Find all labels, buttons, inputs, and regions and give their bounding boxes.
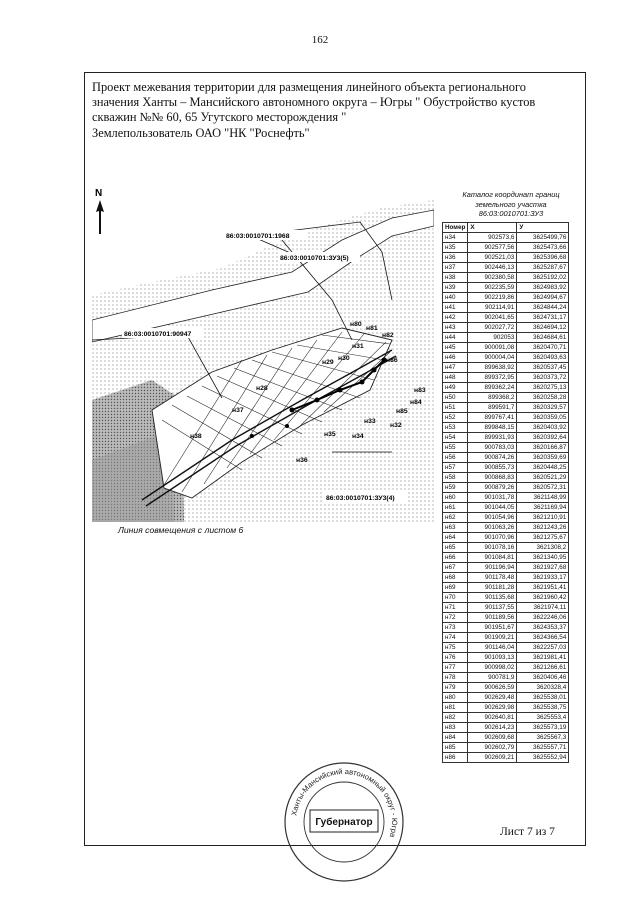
table-row [443, 403, 569, 413]
table-cell-x: 901196,94 [468, 563, 517, 573]
table-cell-y: 3624983,92 [517, 283, 569, 293]
table-cell-num: н85 [443, 743, 468, 753]
table-row [443, 683, 569, 693]
table-cell-x: 899591,7 [468, 403, 517, 413]
table-cell-y: 3625553,4 [517, 713, 569, 723]
table-cell-x: 902602,79 [468, 743, 517, 753]
point-label: н85 [396, 408, 408, 415]
table-row [443, 253, 569, 263]
table-cell-y: 3620406,46 [517, 673, 569, 683]
table-cell-x: 902380,58 [468, 273, 517, 283]
table-cell-num: н50 [443, 393, 468, 403]
table-cell-y: 3621927,68 [517, 563, 569, 573]
table-cell-x: 900004,04 [468, 353, 517, 363]
table-cell-x: 902027,72 [468, 323, 517, 333]
map-caption: Линия совмещения с листом 6 [118, 525, 244, 535]
land-user: Землепользователь ОАО "НК "Роснефть" [92, 125, 310, 140]
table-row [443, 493, 569, 503]
table-cell-x: 901178,48 [468, 573, 517, 583]
table-cell-y: 3625557,71 [517, 743, 569, 753]
table-cell-y: 3620328,4 [517, 683, 569, 693]
table-cell-x: 902609,68 [468, 733, 517, 743]
table-row [443, 583, 569, 593]
table-row [443, 563, 569, 573]
table-cell-x: 902053 [468, 333, 517, 343]
table-cell-num: н76 [443, 653, 468, 663]
table-cell-y: 3625192,02 [517, 273, 569, 283]
table-cell-num: н70 [443, 593, 468, 603]
table-row [443, 543, 569, 553]
table-row [443, 243, 569, 253]
table-cell-y: 3624684,61 [517, 333, 569, 343]
table-cell-num: н38 [443, 273, 468, 283]
table-cell-x: 899638,92 [468, 363, 517, 373]
table-row [443, 313, 569, 323]
table-cell-x: 900781,9 [468, 673, 517, 683]
table-cell-x: 901093,13 [468, 653, 517, 663]
table-row [443, 363, 569, 373]
point-label: н82 [382, 332, 394, 339]
table-cell-x: 899362,24 [468, 383, 517, 393]
table-cell-x: 899931,93 [468, 433, 517, 443]
table-cell-num: н57 [443, 463, 468, 473]
table-cell-num: н40 [443, 293, 468, 303]
table-cell-x: 901189,56 [468, 613, 517, 623]
table-cell-num: н41 [443, 303, 468, 313]
table-cell-y: 3620373,72 [517, 373, 569, 383]
table-cell-num: н39 [443, 283, 468, 293]
table-cell-y: 3620392,64 [517, 433, 569, 443]
parcel-label: 86:03:0010701:90947 [124, 331, 192, 338]
table-cell-y: 3625573,19 [517, 723, 569, 733]
table-cell-y: 3621340,95 [517, 553, 569, 563]
table-row [443, 643, 569, 653]
table-cell-x: 901054,96 [468, 513, 517, 523]
table-row [443, 273, 569, 283]
point-label: н86 [386, 357, 398, 364]
table-cell-y: 3621243,26 [517, 523, 569, 533]
table-cell-num: н81 [443, 703, 468, 713]
table-cell-num: н75 [443, 643, 468, 653]
table-cell-num: н80 [443, 693, 468, 703]
table-row [443, 663, 569, 673]
catalog-title-line: земельного участка [475, 199, 547, 209]
table-cell-num: н66 [443, 553, 468, 563]
table-cell-x: 902577,56 [468, 243, 517, 253]
table-header-row [443, 223, 569, 233]
point-label: н28 [256, 385, 268, 392]
table-cell-y: 3621210,91 [517, 513, 569, 523]
table-row [443, 463, 569, 473]
table-cell-x: 902609,21 [468, 753, 517, 763]
table-row [443, 413, 569, 423]
table-cell-y: 3621275,67 [517, 533, 569, 543]
coordinate-table [442, 222, 569, 763]
table-cell-x: 901063,26 [468, 523, 517, 533]
table-cell-num: н79 [443, 683, 468, 693]
table-row [443, 473, 569, 483]
title-line: Проект межевания территории для размещения линейного объекта регионального [92, 80, 526, 94]
table-cell-x: 900868,83 [468, 473, 517, 483]
table-row [443, 753, 569, 763]
parcel-label: 86:03:0010701:1968 [226, 233, 290, 240]
table-cell-x: 901044,05 [468, 503, 517, 513]
table-cell-x: 901146,04 [468, 643, 517, 653]
table-cell-y: 3625538,01 [517, 693, 569, 703]
table-cell-y: 3620258,28 [517, 393, 569, 403]
table-cell-x: 901070,96 [468, 533, 517, 543]
seal-center-text: Губернатор [315, 817, 373, 828]
table-cell-num: н62 [443, 513, 468, 523]
table-cell-y: 3625473,66 [517, 243, 569, 253]
table-cell-num: н63 [443, 523, 468, 533]
table-cell-x: 900874,26 [468, 453, 517, 463]
table-cell-y: 3624844,24 [517, 303, 569, 313]
table-cell-num: н82 [443, 713, 468, 723]
table-cell-y: 3620329,57 [517, 403, 569, 413]
table-cell-x: 899767,41 [468, 413, 517, 423]
point-label: н83 [414, 387, 426, 394]
table-row [443, 443, 569, 453]
table-cell-y: 3624994,67 [517, 293, 569, 303]
table-cell-x: 899368,2 [468, 393, 517, 403]
table-cell-y: 3625287,67 [517, 263, 569, 273]
table-cell-num: н86 [443, 753, 468, 763]
table-cell-y: 3620493,63 [517, 353, 569, 363]
point-label: н30 [338, 355, 350, 362]
table-cell-x: 901181,28 [468, 583, 517, 593]
table-cell-y: 3621981,41 [517, 653, 569, 663]
table-cell-num: н52 [443, 413, 468, 423]
table-cell-x: 902640,81 [468, 713, 517, 723]
table-cell-num: н78 [443, 673, 468, 683]
table-cell-x: 899848,15 [468, 423, 517, 433]
table-cell-y: 3621266,61 [517, 663, 569, 673]
table-cell-x: 900626,59 [468, 683, 517, 693]
table-cell-num: н42 [443, 313, 468, 323]
table-row [443, 503, 569, 513]
table-row [443, 593, 569, 603]
table-cell-y: 3624731,17 [517, 313, 569, 323]
point-label: н37 [232, 407, 244, 414]
table-cell-y: 3625396,68 [517, 253, 569, 263]
table-cell-x: 900998,02 [468, 663, 517, 673]
table-cell-x: 902629,98 [468, 703, 517, 713]
table-cell-num: н65 [443, 543, 468, 553]
table-cell-num: н83 [443, 723, 468, 733]
table-cell-num: н49 [443, 383, 468, 393]
point-label: н34 [352, 433, 364, 440]
table-cell-y: 3621308,2 [517, 543, 569, 553]
table-cell-num: н71 [443, 603, 468, 613]
table-cell-num: н37 [443, 263, 468, 273]
table-cell-num: н35 [443, 243, 468, 253]
table-cell-y: 3620275,13 [517, 383, 569, 393]
coordinate-rows [443, 233, 569, 763]
table-row [443, 673, 569, 683]
point-label: н36 [296, 457, 308, 464]
parcel-label: 86:03:0010701:ЗУ3(4) [326, 495, 395, 502]
table-cell-num: н54 [443, 433, 468, 443]
table-cell-x: 900855,73 [468, 463, 517, 473]
table-cell-x: 902614,23 [468, 723, 517, 733]
table-row [443, 373, 569, 383]
table-cell-x: 901135,68 [468, 593, 517, 603]
table-cell-num: н44 [443, 333, 468, 343]
table-cell-num: н53 [443, 423, 468, 433]
table-cell-x: 902235,59 [468, 283, 517, 293]
table-cell-y: 3625499,76 [517, 233, 569, 243]
cadastral-map [92, 200, 434, 522]
table-row [443, 453, 569, 463]
table-row [443, 423, 569, 433]
table-cell-y: 3621974,11 [517, 603, 569, 613]
table-cell-x: 901909,21 [468, 633, 517, 643]
table-cell-num: н56 [443, 453, 468, 463]
table-row [443, 553, 569, 563]
point-label: н32 [390, 422, 402, 429]
table-cell-y: 3621169,94 [517, 503, 569, 513]
table-cell-num: н61 [443, 503, 468, 513]
table-row [443, 633, 569, 643]
table-cell-y: 3620572,31 [517, 483, 569, 493]
table-row [443, 613, 569, 623]
table-cell-y: 3620470,71 [517, 343, 569, 353]
table-cell-num: н64 [443, 533, 468, 543]
table-row [443, 383, 569, 393]
table-cell-num: н47 [443, 363, 468, 373]
table-cell-num: н59 [443, 483, 468, 493]
table-cell-num: н34 [443, 233, 468, 243]
table-row [443, 433, 569, 443]
point-label: н81 [366, 325, 378, 332]
table-cell-y: 3620521,29 [517, 473, 569, 483]
table-cell-x: 900091,08 [468, 343, 517, 353]
table-row [443, 523, 569, 533]
sheet-number: Лист 7 из 7 [500, 826, 555, 838]
header-y: У [517, 223, 569, 233]
table-row [443, 283, 569, 293]
table-row [443, 293, 569, 303]
table-cell-num: н72 [443, 613, 468, 623]
table-cell-y: 3620359,05 [517, 413, 569, 423]
table-cell-y: 3622257,03 [517, 643, 569, 653]
table-cell-y: 3620403,92 [517, 423, 569, 433]
table-cell-x: 902114,91 [468, 303, 517, 313]
table-cell-x: 899372,95 [468, 373, 517, 383]
table-cell-num: н67 [443, 563, 468, 573]
table-cell-num: н48 [443, 373, 468, 383]
title-line: значения Ханты – Мансийского автономного округа – Югры " Обустройство кустов [92, 95, 536, 110]
table-cell-x: 900879,26 [468, 483, 517, 493]
table-cell-num: н55 [443, 443, 468, 453]
page-number: 162 [311, 34, 329, 46]
table-cell-num: н69 [443, 583, 468, 593]
table-cell-num: н73 [443, 623, 468, 633]
table-cell-num: н51 [443, 403, 468, 413]
table-cell-x: 900783,03 [468, 443, 517, 453]
table-row [443, 723, 569, 733]
point-label: н35 [324, 431, 336, 438]
table-cell-y: 3625567,3 [517, 733, 569, 743]
table-cell-x: 901078,16 [468, 543, 517, 553]
table-cell-y: 3624694,12 [517, 323, 569, 333]
governor-seal [282, 760, 406, 884]
table-cell-y: 3620448,25 [517, 463, 569, 473]
table-row [443, 623, 569, 633]
table-cell-x: 901084,81 [468, 553, 517, 563]
table-row [443, 653, 569, 663]
table-row [443, 733, 569, 743]
point-label: н33 [364, 418, 376, 425]
title-line: скважин №№ 60, 65 Угутского месторождения " [92, 110, 347, 125]
table-cell-y: 3620537,45 [517, 363, 569, 373]
table-row [443, 513, 569, 523]
parcel-label: 86:03:0010701:ЗУ3(5) [280, 255, 349, 262]
table-cell-y: 3621951,41 [517, 583, 569, 593]
table-row [443, 323, 569, 333]
table-cell-x: 902629,48 [468, 693, 517, 703]
table-cell-y: 3622246,06 [517, 613, 569, 623]
table-row [443, 263, 569, 273]
header-number: Номер [443, 223, 468, 233]
table-cell-num: н45 [443, 343, 468, 353]
table-cell-y: 3620359,69 [517, 453, 569, 463]
table-cell-x: 902446,13 [468, 263, 517, 273]
table-row [443, 233, 569, 243]
header-x: X [468, 223, 517, 233]
table-row [443, 703, 569, 713]
table-cell-y: 3625552,94 [517, 753, 569, 763]
table-cell-num: н84 [443, 733, 468, 743]
table-row [443, 353, 569, 363]
catalog-title-line: 86:03:0010701:ЗУ3 [478, 209, 544, 218]
table-row [443, 713, 569, 723]
table-row [443, 533, 569, 543]
point-label: н84 [410, 399, 422, 406]
table-row [443, 573, 569, 583]
table-cell-num: н68 [443, 573, 468, 583]
table-row [443, 343, 569, 353]
table-cell-x: 902521,03 [468, 253, 517, 263]
table-cell-x: 902219,86 [468, 293, 517, 303]
table-cell-num: н58 [443, 473, 468, 483]
table-cell-y: 3624353,37 [517, 623, 569, 633]
table-row [443, 693, 569, 703]
table-cell-y: 3621148,99 [517, 493, 569, 503]
table-cell-num: н60 [443, 493, 468, 503]
project-title [92, 80, 582, 141]
catalog-title-line: Каталог координат границ [462, 190, 560, 199]
table-cell-x: 901031,78 [468, 493, 517, 503]
table-cell-num: н46 [443, 353, 468, 363]
table-cell-y: 3621960,42 [517, 593, 569, 603]
point-label: н38 [190, 433, 202, 440]
point-label: н80 [350, 321, 362, 328]
table-cell-x: 901137,55 [468, 603, 517, 613]
table-cell-y: 3620166,87 [517, 443, 569, 453]
table-row [443, 393, 569, 403]
table-row [443, 603, 569, 613]
table-row [443, 743, 569, 753]
point-label: н31 [352, 343, 364, 350]
table-cell-x: 902041,65 [468, 313, 517, 323]
seal-ring-text: Ханты-Мансийский автономный округ - Югра [289, 766, 400, 839]
table-cell-num: н77 [443, 663, 468, 673]
table-cell-num: н36 [443, 253, 468, 263]
table-cell-y: 3621933,17 [517, 573, 569, 583]
table-row [443, 303, 569, 313]
catalog-title [436, 190, 586, 219]
table-cell-y: 3624366,54 [517, 633, 569, 643]
north-label: N [95, 188, 103, 199]
table-cell-x: 902573,6 [468, 233, 517, 243]
table-row [443, 333, 569, 343]
table-cell-num: н43 [443, 323, 468, 333]
table-cell-y: 3625538,75 [517, 703, 569, 713]
table-cell-x: 901951,67 [468, 623, 517, 633]
table-cell-num: н74 [443, 633, 468, 643]
table-row [443, 483, 569, 493]
point-label: н29 [322, 359, 334, 366]
